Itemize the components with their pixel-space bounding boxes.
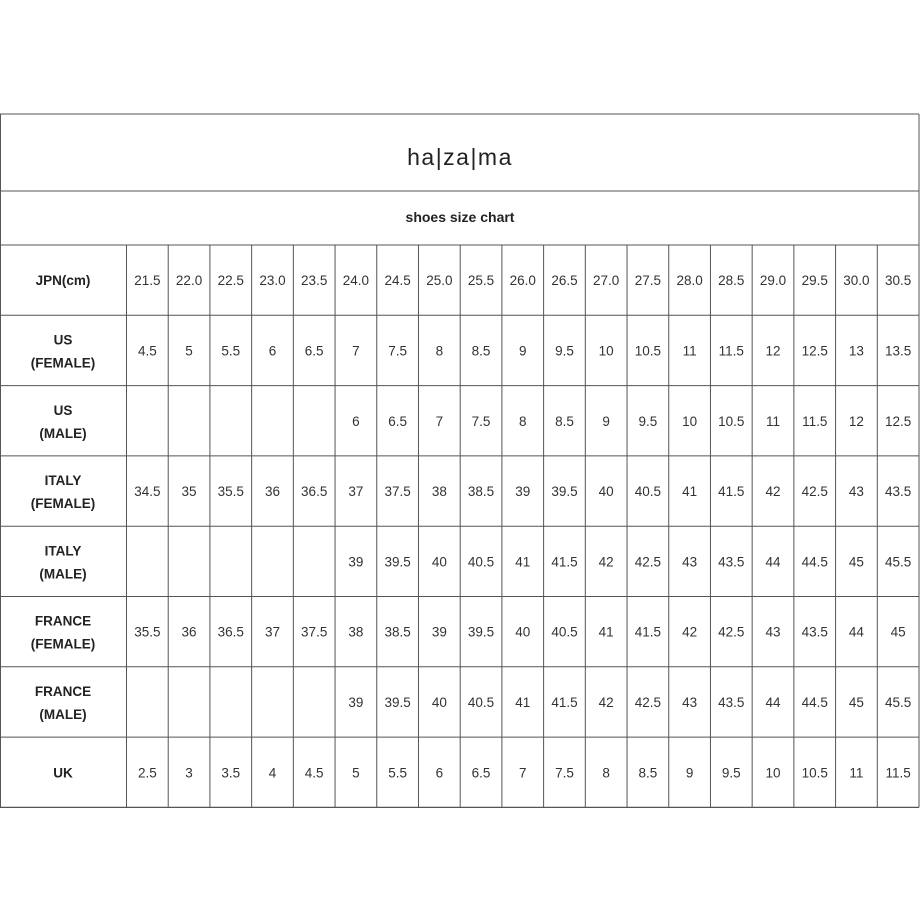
table-cell: 8 — [602, 765, 610, 781]
table-cell: 41 — [682, 484, 698, 500]
table-cell: 39.5 — [551, 484, 578, 500]
table-cell: 38.5 — [384, 624, 411, 640]
table-cell: 38 — [348, 624, 364, 640]
table-cell: 41.5 — [718, 484, 745, 500]
table-cell: 8 — [435, 343, 444, 359]
table-cell: 3 — [185, 765, 193, 781]
table-cell: 41.5 — [551, 554, 578, 570]
table-cell: 7.5 — [388, 343, 408, 359]
table-cell: 45 — [890, 624, 906, 640]
table-cell: 9.5 — [555, 343, 574, 359]
table-cell: 39.5 — [467, 624, 495, 640]
table-cell: 39.5 — [384, 554, 411, 570]
table-cell: 28.0 — [676, 273, 703, 289]
row-label: ITALY — [44, 543, 82, 559]
row-label: (FEMALE) — [30, 496, 96, 512]
table-cell: 28.5 — [718, 273, 745, 289]
table-cell: 11 — [849, 765, 864, 781]
table-cell: 8 — [518, 413, 527, 429]
table-cell: 4.5 — [137, 343, 157, 359]
table-cell: 7.5 — [555, 765, 574, 781]
table-cell: 10.5 — [634, 343, 662, 359]
table-cell: 45.5 — [885, 554, 912, 570]
table-cell: 26.0 — [509, 273, 536, 289]
table-cell: 39 — [515, 484, 531, 500]
table-cell: 42 — [682, 624, 698, 640]
table-cell: 43.5 — [885, 484, 912, 500]
table-cell: 36.5 — [301, 484, 328, 500]
table-cell: 37.5 — [301, 624, 328, 640]
table-cell: 43 — [765, 624, 781, 640]
table-cell: 40.5 — [467, 694, 495, 710]
table-cell: 12.5 — [885, 413, 912, 429]
table-cell: 6.5 — [388, 413, 408, 429]
table-cell: 42.5 — [801, 484, 828, 500]
row-label: UK — [53, 765, 73, 781]
table-cell: 40 — [431, 694, 447, 710]
table-cell: 10 — [765, 765, 781, 781]
table-cell: 45 — [848, 554, 864, 570]
table-cell: 43 — [682, 694, 698, 710]
table-cell: 6 — [435, 765, 444, 781]
table-cell: 7 — [435, 413, 444, 429]
table-cell: 44.5 — [801, 554, 828, 570]
table-cell: 26.5 — [551, 273, 578, 289]
table-cell: 9 — [602, 413, 610, 429]
table-cell: 5.5 — [388, 765, 408, 781]
row-label: (FEMALE) — [30, 355, 96, 371]
row-label: FRANCE — [34, 613, 92, 629]
table-cell: 41 — [515, 554, 531, 570]
table-cell: 42 — [765, 484, 781, 500]
table-cell: 7 — [518, 765, 527, 781]
table-cell: 8.5 — [555, 413, 574, 429]
table-cell: 44 — [848, 624, 864, 640]
table-cell: 4.5 — [304, 765, 324, 781]
table-cell: 38 — [431, 484, 447, 500]
table-cell: 34.5 — [134, 484, 161, 500]
table-cell: 24.5 — [384, 273, 411, 289]
table-cell: 5 — [185, 343, 193, 359]
table-cell: 29.0 — [759, 273, 787, 289]
table-cell: 35 — [181, 484, 197, 500]
table-cell: 24.0 — [342, 273, 370, 289]
table-cell: 11.5 — [885, 765, 911, 781]
table-cell: 7 — [352, 343, 360, 359]
table-cell: 6.5 — [304, 343, 324, 359]
table-cell: 25.0 — [426, 273, 453, 289]
table-cell: 13.5 — [885, 343, 912, 359]
table-cell: 39 — [348, 694, 364, 710]
table-cell: 39 — [431, 624, 447, 640]
table-cell: 37.5 — [384, 484, 411, 500]
row-label: FRANCE — [34, 683, 92, 699]
table-cell: 38.5 — [467, 484, 495, 500]
table-cell: 45.5 — [885, 694, 912, 710]
table-cell: 43.5 — [801, 624, 828, 640]
table-cell: 23.0 — [259, 273, 286, 289]
table-cell: 43.5 — [718, 554, 745, 570]
table-cell: 36 — [264, 484, 281, 500]
table-cell: 43 — [848, 484, 864, 500]
table-cell: 36.5 — [217, 624, 244, 640]
table-cell: 10 — [682, 413, 698, 429]
table-cell: 9 — [685, 765, 694, 781]
row-label: US — [53, 402, 73, 418]
table-cell: 41.5 — [551, 694, 578, 710]
table-cell: 40.5 — [634, 484, 662, 500]
table-cell: 22.0 — [175, 273, 203, 289]
table-cell: 10 — [598, 343, 614, 359]
table-cell: 39.5 — [384, 694, 411, 710]
brand-logo: ha|za|ma — [407, 144, 513, 170]
table-cell: 13 — [848, 343, 864, 359]
table-cell: 40 — [515, 624, 531, 640]
row-label: JPN(cm) — [35, 273, 91, 289]
table-cell: 40 — [598, 484, 614, 500]
table-cell: 4 — [268, 765, 277, 781]
table-cell: 41 — [515, 694, 531, 710]
table-cell: 29.5 — [801, 273, 828, 289]
table-cell: 6.5 — [471, 765, 491, 781]
table-cell: 25.5 — [467, 273, 495, 289]
table-cell: 2.5 — [137, 765, 157, 781]
table-cell: 40 — [431, 554, 447, 570]
row-label: (MALE) — [39, 566, 87, 582]
table-cell: 27.0 — [593, 273, 620, 289]
table-cell: 40.5 — [467, 554, 495, 570]
table-cell: 44 — [765, 554, 781, 570]
row-label: ITALY — [44, 473, 82, 489]
table-cell: 21.5 — [134, 273, 161, 289]
table-cell: 42.5 — [634, 694, 662, 710]
table-cell: 5.5 — [221, 343, 241, 359]
table-cell: 23.5 — [301, 273, 328, 289]
chart-title: shoes size chart — [405, 209, 515, 225]
table-cell: 30.0 — [843, 273, 870, 289]
table-cell: 10.5 — [801, 765, 828, 781]
table-cell: 42 — [598, 694, 614, 710]
table-cell: 6 — [352, 413, 360, 429]
table-cell: 9.5 — [638, 413, 658, 429]
table-cell: 36 — [181, 624, 197, 640]
row-label: (MALE) — [39, 425, 87, 441]
table-cell: 12 — [848, 413, 864, 429]
table-cell: 12.5 — [801, 343, 828, 359]
table-cell: 35.5 — [134, 624, 161, 640]
table-cell: 7.5 — [471, 413, 491, 429]
table-cell: 43 — [682, 554, 698, 570]
table-cell: 39 — [348, 554, 364, 570]
table-cell: 3.5 — [221, 765, 241, 781]
table-cell: 42.5 — [718, 624, 745, 640]
table-cell: 43.5 — [718, 694, 745, 710]
table-cell: 44.5 — [801, 694, 828, 710]
table-cell: 37 — [348, 484, 364, 500]
table-cell: 10.5 — [718, 413, 745, 429]
table-cell: 5 — [352, 765, 360, 781]
table-cell: 12 — [765, 343, 781, 359]
table-cell: 11.5 — [718, 343, 744, 359]
table-cell: 35.5 — [217, 484, 244, 500]
table-cell: 40.5 — [551, 624, 578, 640]
table-cell: 42 — [598, 554, 614, 570]
row-label: (MALE) — [39, 706, 87, 722]
table-cell: 44 — [765, 694, 781, 710]
table-cell: 45 — [848, 694, 864, 710]
table-cell: 11 — [682, 343, 697, 359]
table-cell: 22.5 — [217, 273, 244, 289]
table-cell: 9 — [518, 343, 527, 359]
table-cell: 8.5 — [471, 343, 491, 359]
table-cell: 11.5 — [802, 413, 828, 429]
table-cell: 27.5 — [634, 273, 662, 289]
table-cell: 8.5 — [638, 765, 658, 781]
table-cell: 41.5 — [634, 624, 662, 640]
table-cell: 30.5 — [885, 273, 912, 289]
table-cell: 6 — [268, 343, 277, 359]
table-cell: 11 — [766, 413, 781, 429]
row-label: US — [53, 332, 73, 348]
table-cell: 9.5 — [721, 765, 741, 781]
row-label: (FEMALE) — [30, 636, 96, 652]
table-cell: 41 — [598, 624, 614, 640]
table-cell: 42.5 — [634, 554, 662, 570]
table-cell: 37 — [264, 624, 281, 640]
